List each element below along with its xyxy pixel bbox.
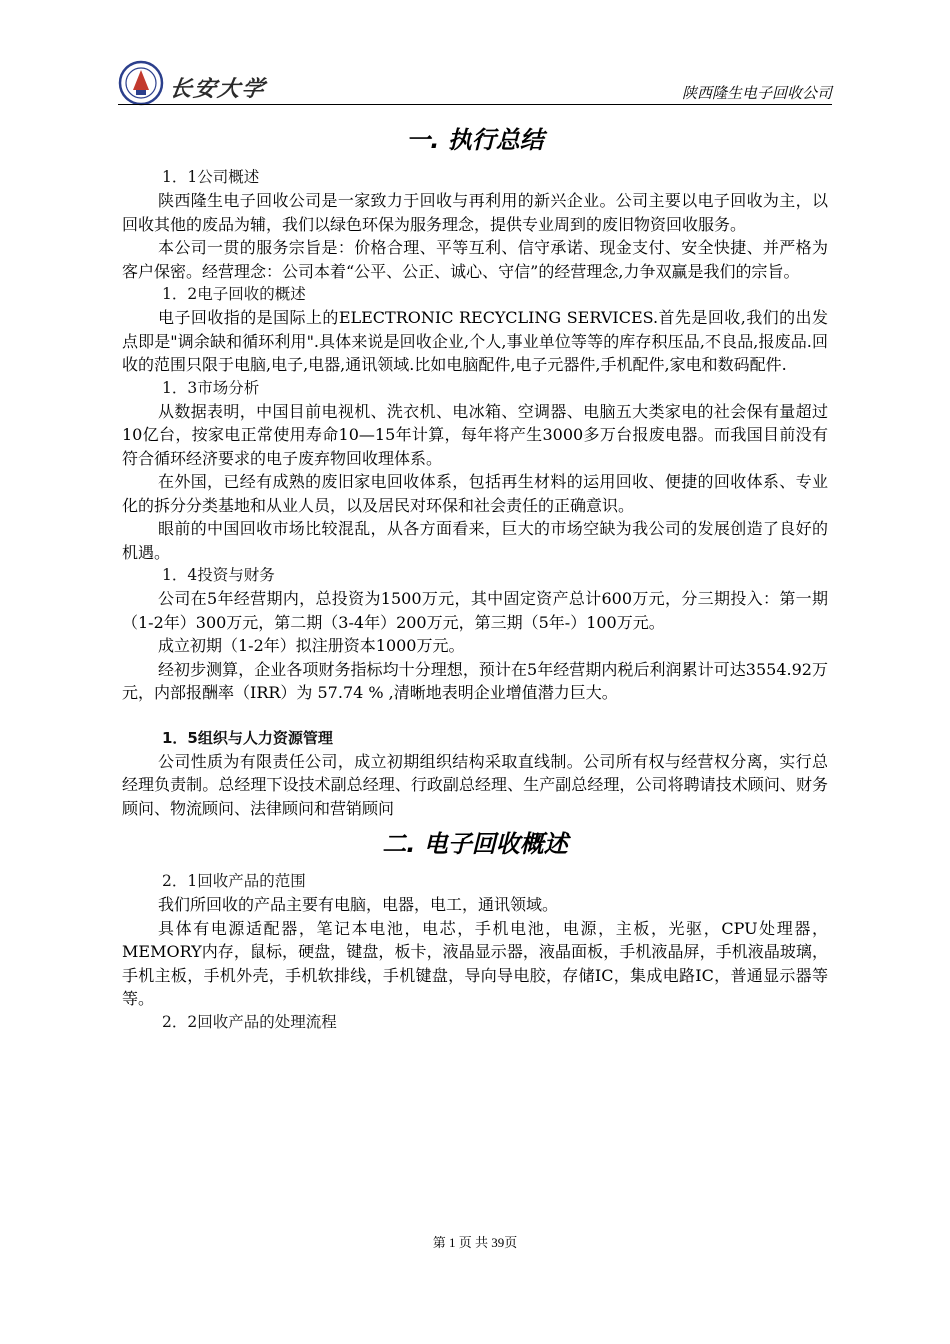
paragraph: 眼前的中国回收市场比较混乱，从各方面看来，巨大的市场空缺为我公司的发展创造了良好的机遇。 (122, 519, 828, 562)
subsection-1-4-heading: 1．4投资与财务 (162, 566, 275, 584)
paragraph: 从数据表明，中国目前电视机、洗衣机、电冰箱、空调器、电脑五大类家电的社会保有量超过10亿台，按家电正常使用寿命10—15年计算，每年将产生3000多万台报废电器。而我国目前没有符合循环经济要求的电子废弃物回收理体系。 (122, 401, 828, 468)
paragraph: 具体有电源适配器，笔记本电池，电芯，手机电池，电源，主板，光驱，CPU处理器，MEMORY内存，鼠标，硬盘，键盘，板卡，液晶显示器，液晶面板，手机液晶屏，手机液晶玻璃，手机主板，手机外壳，手机软排线，手机键盘，导向导电胶，存储IC，集成电路IC，普通显示器等等。 (122, 918, 828, 1008)
header-divider (118, 104, 832, 105)
paragraph: 陕西隆生电子回收公司是一家致力于回收与再利用的新兴企业。公司主要以电子回收为主，以回收其他的废品为辅，我们以绿色环保为服务理念，提供专业周到的废旧物资回收服务。 (122, 191, 828, 234)
section-2-heading: 二. 电子回收概述 (382, 830, 568, 858)
subsection-2-1-heading: 2．1回收产品的范围 (162, 872, 306, 890)
university-name: 长安大学 (167, 76, 268, 102)
university-logo-icon (118, 60, 164, 106)
subsection-1-3-heading: 1．3市场分析 (162, 378, 260, 397)
section-1-heading: 一. 执行总结 (406, 126, 544, 154)
company-name: 陕西隆生电子回收公司 (681, 85, 832, 102)
spacer (122, 705, 828, 727)
document-body (122, 120, 828, 1034)
paragraph: 公司性质为有限责任公司，成立初期组织结构采取直线制。公司所有权与经营权分离，实行总经理负责制。总经理下设技术副总经理、行政副总经理、生产副总经理，公司将聘请技术顾问、财务顾问、物流顾问、法律顾问和营销顾问 (122, 751, 828, 818)
paragraph: 电子回收指的是国际上的ELECTRONIC RECYCLING SERVICES.首先是回收,我们的出发点即是"调余缺和循环利用".具体来说是回收企业,个人,事业单位等等的库存积压品,不良品,报废品.回收的范围只限于电脑,电子,电器,通讯领域.比如电脑配件,电子元器件,手机配件,家电和数码配件. (122, 308, 828, 374)
paragraph: 公司在5年经营期内，总投资为1500万元，其中固定资产总计600万元，分三期投入：第一期（1-2年）300万元，第二期（3-4年）200万元，第三期（5年-）100万元。 (122, 589, 828, 632)
page-footer: 第 1 页 共 39页 (432, 1235, 518, 1250)
paragraph: 我们所回收的产品主要有电脑，电器，电工，通讯领域。 (158, 895, 559, 914)
paragraph: 经初步测算，企业各项财务指标均十分理想，预计在5年经营期内税后利润累计可达3554.92万元，内部报酬率（IRR）为 57.74 % ,清晰地表明企业增值潜力巨大。 (122, 659, 828, 702)
paragraph: 在外国，已经有成熟的废旧家电回收体系，包括再生材料的运用回收、便捷的回收体系、专业化的拆分分类基地和从业人员，以及居民对环保和社会责任的正确意识。 (122, 472, 828, 515)
paragraph: 成立初期（1-2年）拟注册资本1000万元。 (158, 636, 465, 655)
page-header (118, 58, 832, 106)
subsection-1-2-heading: 1．2电子回收的概述 (162, 285, 306, 303)
paragraph: 本公司一贯的服务宗旨是：价格合理、平等互利、信守承诺、现金支付、安全快捷、并严格为客户保密。经营理念：公司本着“公平、公正、诚心、守信”的经营理念,力争双赢是我们的宗旨。 (122, 238, 828, 281)
subsection-1-1-heading: 1．1公司概述 (162, 168, 260, 186)
subsection-2-2-heading: 2．2回收产品的处理流程 (162, 1012, 337, 1031)
subsection-1-5-heading: 1．5组织与人力资源管理 (162, 728, 333, 747)
